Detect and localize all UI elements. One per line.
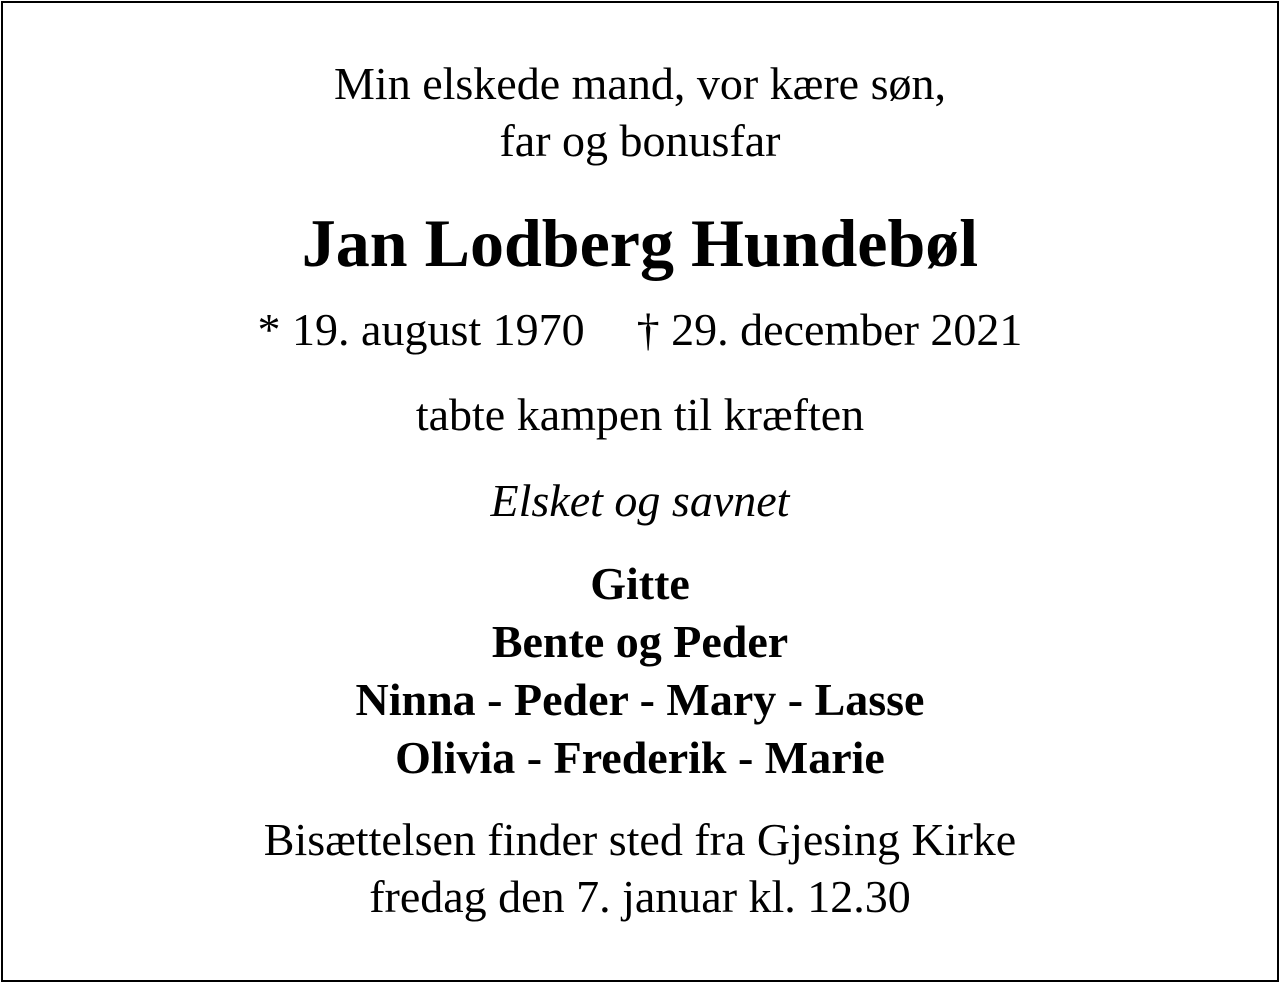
sentiment-line: Elsket og savnet [490,475,790,526]
intro-line-1: Min elskede mand, vor kære søn, [334,58,946,109]
funeral-line-2: fredag den 7. januar kl. 12.30 [369,871,911,922]
family-line-1: Gitte [590,558,690,609]
deceased-name: Jan Lodberg Hundebøl [301,205,979,281]
family-line-2: Bente og Peder [491,616,789,667]
family-line-4: Olivia - Frederik - Marie [395,732,885,783]
life-dates [0,304,1280,355]
death-date: † 29. december 2021 [636,304,1023,355]
family-line-3: Ninna - Peder - Mary - Lasse [355,674,925,725]
intro-line-2: far og bonusfar [499,115,781,166]
cause-line: tabte kampen til kræften [415,389,865,440]
funeral-line-1: Bisættelsen finder sted fra Gjesing Kirke [263,814,1017,865]
birth-date: * 19. august 1970 [257,304,585,355]
